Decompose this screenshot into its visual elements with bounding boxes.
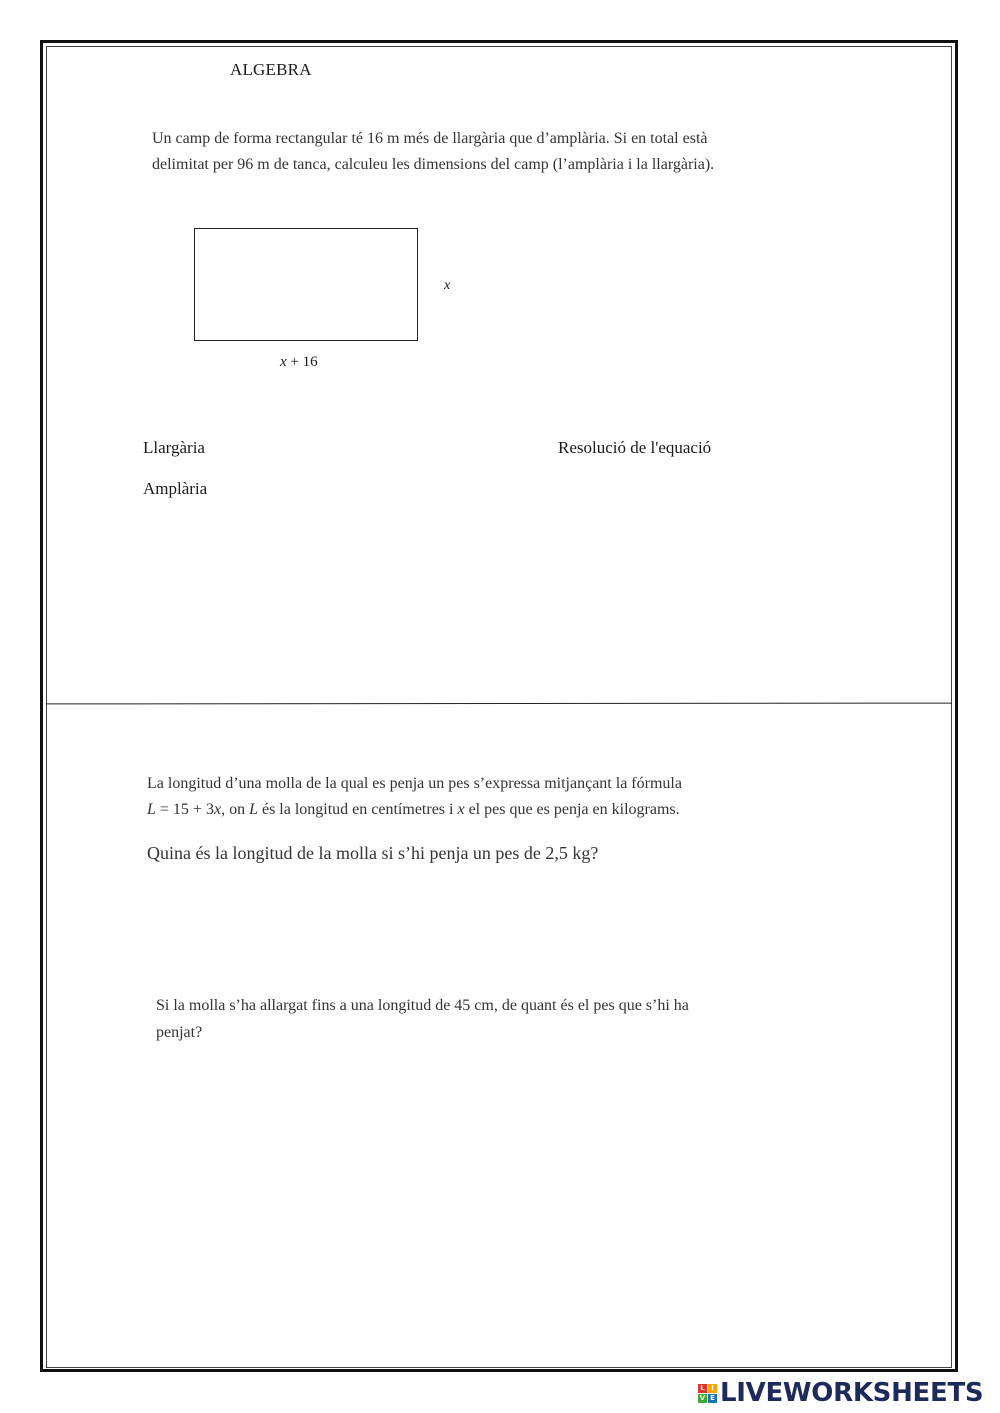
rectangle-bottom-label	[280, 354, 318, 371]
logo-letter-i: I	[708, 1384, 717, 1393]
worksheet-title: ALGEBRA	[230, 60, 312, 79]
problem1-text-line2: delimitat per 96 m de tanca, calculeu les dimensions del camp (l’amplària i la llargària).	[152, 156, 715, 173]
problem2-text-line1: La longitud d’una molla de la qual es penja un pes s’expressa mitjançant la fórmula	[147, 775, 682, 792]
problem1-text-line1: Un camp de forma rectangular té 16 m més de llargària que d’amplària. Si en total està	[152, 130, 708, 147]
bottom-label-variable: x	[280, 354, 287, 370]
var-L: L	[249, 801, 258, 818]
formula-body: = 15 + 3	[155, 801, 214, 818]
logo-letter-v: V	[699, 1393, 706, 1402]
text-mid: , on	[221, 801, 250, 818]
length-answer-label: Llargària	[143, 438, 205, 457]
rectangle-side-label: x	[444, 278, 451, 293]
logo-letter-e: E	[708, 1394, 717, 1403]
liveworksheets-logo	[698, 1377, 983, 1409]
question2-text-line2: penjat?	[156, 1024, 203, 1041]
var-x: x	[457, 801, 465, 818]
text-end: el pes que es penja en kilograms.	[464, 801, 680, 818]
formula-L: L	[147, 801, 156, 818]
page-inner-border	[46, 46, 952, 1368]
question1-text: Quina és la longitud de la molla si s’hi penja un pes de 2,5 kg?	[147, 843, 599, 863]
field-rectangle-diagram	[194, 228, 418, 341]
logo-icon	[698, 1384, 717, 1403]
width-answer-label: Amplària	[143, 479, 208, 498]
problem2-text-line2	[147, 797, 680, 823]
bottom-label-rest: + 16	[286, 354, 318, 370]
question2-text-line1: Si la molla s’ha allargat fins a una longitud de 45 cm, de quant és el pes que s’hi ha	[156, 997, 689, 1014]
logo-letter-l: L	[698, 1384, 707, 1393]
text-mid2: és la longitud en centímetres i	[257, 801, 458, 818]
formula-x: x	[213, 801, 222, 818]
logo-text: LIVEWORKSHEETS	[720, 1378, 984, 1408]
equation-resolution-label: Resolució de l'equació	[558, 438, 712, 457]
